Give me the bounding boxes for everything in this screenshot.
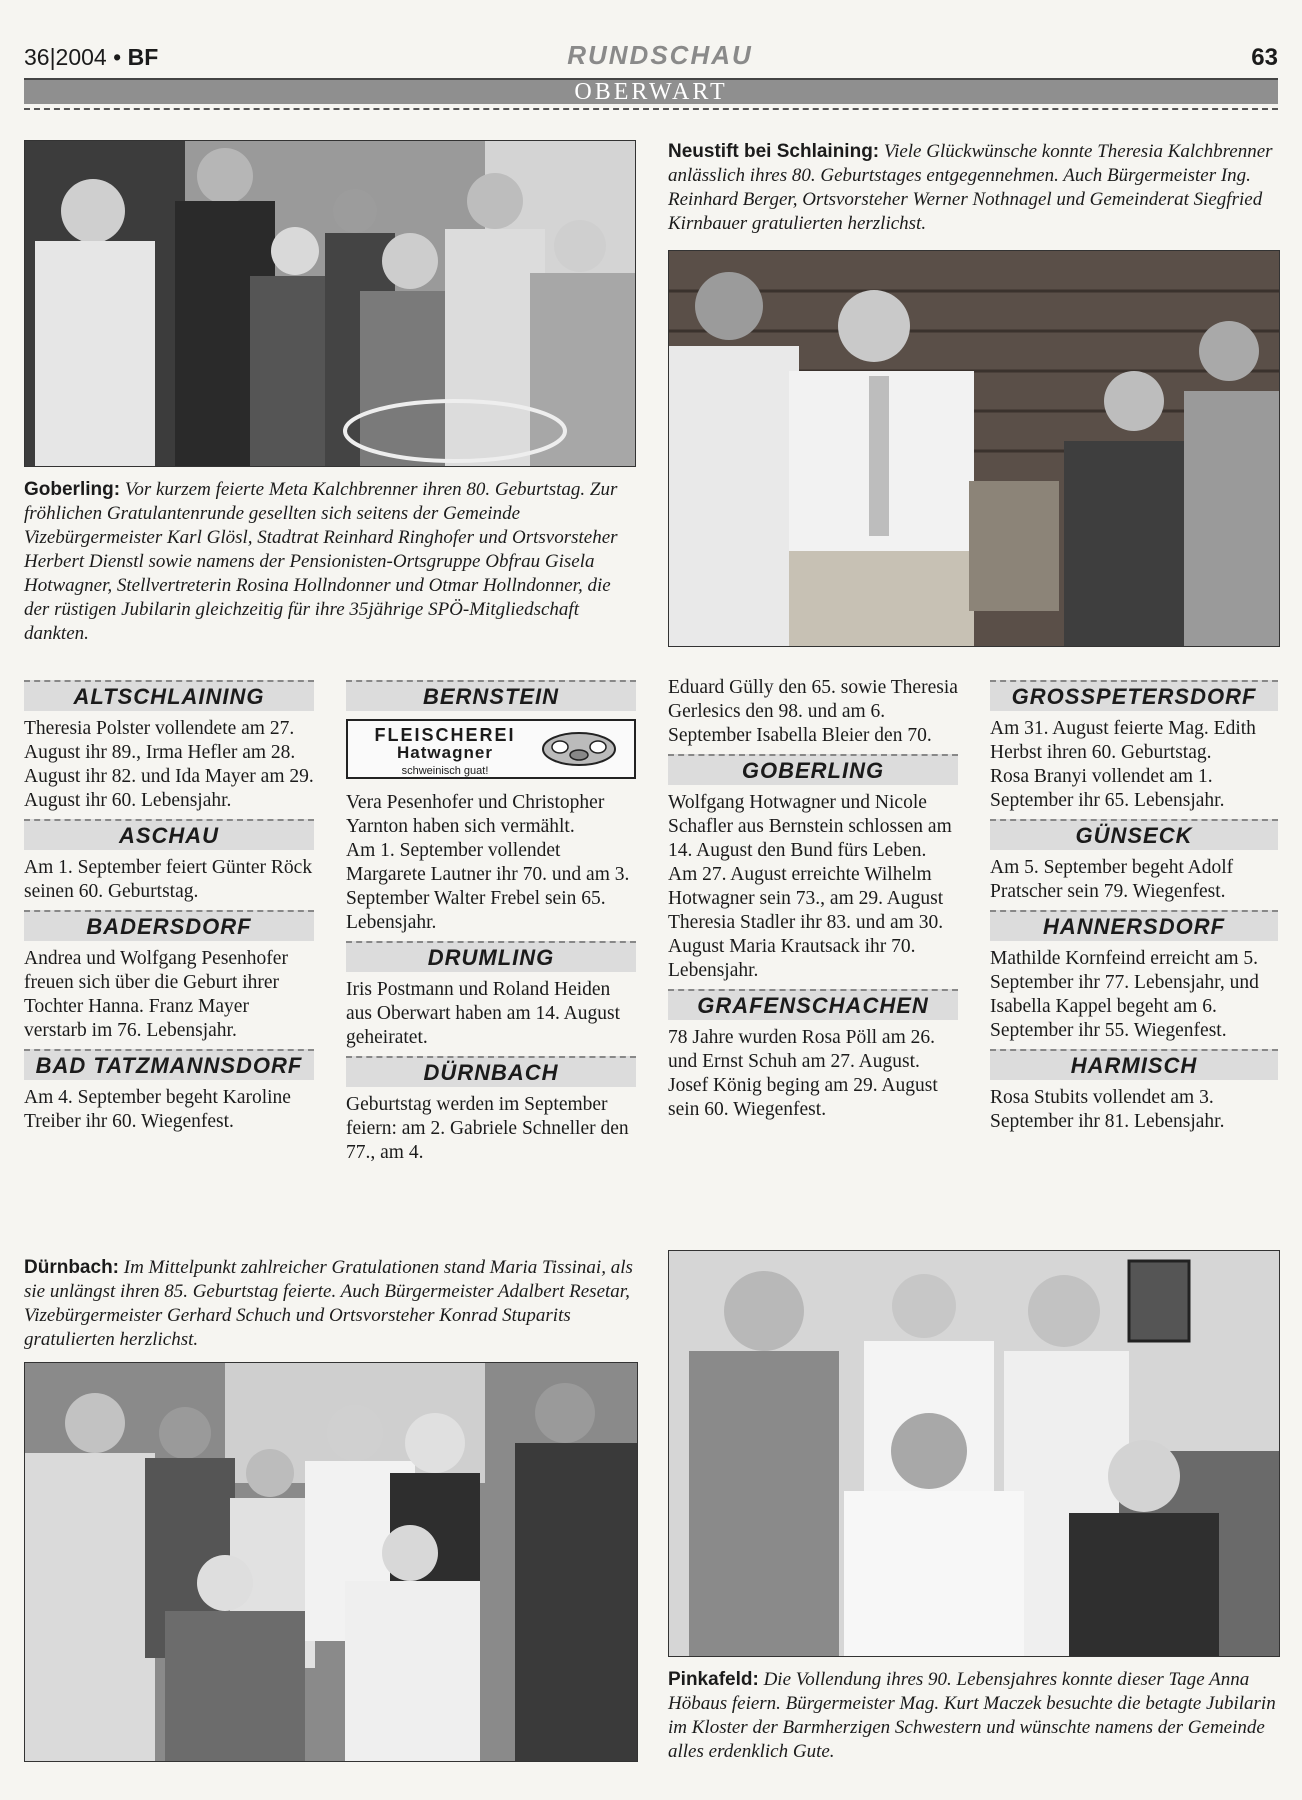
caption-place: Neustift bei Schlaining: (668, 141, 880, 162)
text-badersdorf: Andrea und Wolfgang Pesenhofer freuen sich über die Geburt ihrer Tochter Hanna. Franz Mayer verstarb im 76. Lebensjahr. (24, 948, 288, 1041)
issue-info (24, 44, 158, 71)
caption-text: Vor kurzem feierte Meta Kalchbrenner ihren 80. Geburtstag. Zur fröhlichen Gratulantenrunde gesellten sich seitens der Gemeinde Vizebürgermeister Karl Glösl, Stadtrat Reinhard Ringhofer und Ortsvorsteher Herbert Dienstl sowie namens der Pensionisten-Ortsgruppe Obfrau Gisela Hotwagner, Stellvertreterin Rosina Hollndonner und Otmar Hollndonner, die der rüstigen Jubilarin gleichzeitig für ihre 35jährige SPÖ-Mitgliedschaft dankten. (24, 479, 618, 644)
text-guenseck: Am 5. September begeht Adolf Pratscher sein 79. Wiegenfest. (990, 857, 1234, 902)
text-harmisch: Rosa Stubits vollendet am 3. September ihr 81. Lebensjahr. (990, 1087, 1225, 1132)
text-goberling-2: Am 27. August erreichte Wilhelm Hotwagner sein 73., am 29. August Theresia Stadler ihr 83. und am 30. August Maria Krautsack ihr 70. Lebensjahr. (668, 864, 944, 981)
advertisement-fleischerei (346, 719, 636, 779)
ad-line1: FLEISCHEREI (374, 725, 516, 745)
heading-harmisch: HARMISCH (990, 1049, 1278, 1080)
caption-place: Dürnbach: (24, 1257, 119, 1278)
section-bar (24, 78, 1278, 104)
heading-altschlaining: ALTSCHLAINING (24, 680, 314, 711)
text-grafenschachen: 78 Jahre wurden Rosa Pöll am 26. und Ernst Schuh am 27. August. Josef König beging am 29. August sein 60. Wiegenfest. (668, 1027, 938, 1120)
photo-goberling (24, 140, 636, 467)
text-duernbach-continued: Eduard Gülly den 65. sowie Theresia Gerlesics den 98. und am 6. September Isabella Bleier den 70. (668, 677, 958, 746)
caption-goberling (24, 478, 634, 646)
heading-badersdorf: BADERSDORF (24, 910, 314, 941)
column-1 (24, 680, 314, 1134)
text-altschlaining: Theresia Polster vollendete am 27. August ihr 89., Irma Hefler am 28. August ihr 82. und Ida Mayer am 29. August ihr 60. Lebensjahr. (24, 718, 314, 811)
heading-bad-tatzmannsdorf: BAD TATZMANNSDORF (24, 1049, 314, 1080)
photo-duernbach (24, 1362, 638, 1762)
column-2 (346, 680, 636, 1165)
heading-bernstein: BERNSTEIN (346, 680, 636, 711)
header-divider (24, 108, 1278, 110)
heading-grosspetersdorf: GROSSPETERSDORF (990, 680, 1278, 711)
text-bad-tatzmannsdorf: Am 4. September begeht Karoline Treiber ihr 60. Wiegenfest. (24, 1087, 291, 1132)
section-title: OBERWART (574, 79, 728, 105)
caption-place: Pinkafeld: (668, 1669, 759, 1690)
caption-place: Goberling: (24, 479, 121, 500)
heading-drumling: DRUMLING (346, 941, 636, 972)
text-drumling: Iris Postmann und Roland Heiden aus Oberwart haben am 14. August geheiratet. (346, 979, 621, 1048)
text-bernstein-2: Am 1. September vollendet Margarete Lautner ihr 70. und am 3. September Walter Frebel sein 65. Lebensjahr. (346, 840, 630, 933)
heading-aschau: ASCHAU (24, 819, 314, 850)
heading-goberling: GOBERLING (668, 754, 958, 785)
bullet: • (113, 44, 122, 70)
heading-hannersdorf: HANNERSDORF (990, 910, 1278, 941)
photo-pinkafeld (668, 1250, 1280, 1657)
ad-line2: Hatwagner (397, 743, 493, 762)
caption-text: Die Vollendung ihres 90. Lebensjahres konnte dieser Tage Anna Höbaus feiern. Bürgermeister Mag. Kurt Maczek besuchte die betagte Jubilarin im Kloster der Barmherzigen Schwestern und wünschte namens der Gemeinde alles erdenklich Gute. (668, 1669, 1276, 1762)
heading-duernbach: DÜRNBACH (346, 1056, 636, 1087)
pig-icon (538, 727, 620, 769)
text-duernbach: Geburtstag werden im September feiern: am 2. Gabriele Schneller den 77., am 4. (346, 1094, 629, 1163)
column-4 (990, 680, 1278, 1134)
paper-name: BF (127, 44, 159, 70)
page-number: 63 (1251, 44, 1278, 71)
text-aschau: Am 1. September feiert Günter Röck seinen 60. Geburtstag. (24, 857, 313, 902)
caption-duernbach (24, 1256, 634, 1352)
caption-neustift (668, 140, 1278, 236)
caption-text: Viele Glückwünsche konnte Theresia Kalchbrenner anlässlich ihres 80. Geburtstages entgegennehmen. Auch Bürgermeister Ing. Reinhard Berger, Ortsvorsteher Werner Nothnagel und Gemeinderat Siegfried Kirnbauer gratulierten herzlichst. (668, 141, 1273, 234)
text-grosspetersdorf-1: Am 31. August feierte Mag. Edith Herbst ihren 60. Geburtstag. (990, 718, 1256, 763)
caption-pinkafeld (668, 1668, 1278, 1764)
ad-line3: schweinisch guat! (401, 765, 489, 777)
magazine-title: RUNDSCHAU (567, 40, 753, 70)
issue-number: 36|2004 (24, 44, 107, 70)
text-grosspetersdorf-2: Rosa Branyi vollendet am 1. September ihr 65. Lebensjahr. (990, 766, 1225, 811)
text-hannersdorf: Mathilde Kornfeind erreicht am 5. September ihr 77. Lebensjahr, und Isabella Kappel begeht am 6. September ihr 55. Wiegenfest. (990, 948, 1259, 1041)
column-3 (668, 676, 958, 1122)
heading-grafenschachen: GRAFENSCHACHEN (668, 989, 958, 1020)
text-goberling-1: Wolfgang Hotwagner und Nicole Schafler aus Bernstein schlossen am 14. August den Bund fürs Leben. (668, 792, 952, 861)
text-bernstein-1: Vera Pesenhofer und Christopher Yarnton haben sich vermählt. (346, 792, 605, 837)
heading-guenseck: GÜNSECK (990, 819, 1278, 850)
photo-neustift (668, 250, 1280, 647)
caption-text: Im Mittelpunkt zahlreicher Gratulationen stand Maria Tissinai, als sie unlängst ihren 85. Geburtstag feierte. Auch Bürgermeister Adalbert Resetar, Vizebürgermeister Gerhard Schuch und Ortsvorsteher Konrad Stuparits gratulierten herzlichst. (24, 1257, 633, 1350)
